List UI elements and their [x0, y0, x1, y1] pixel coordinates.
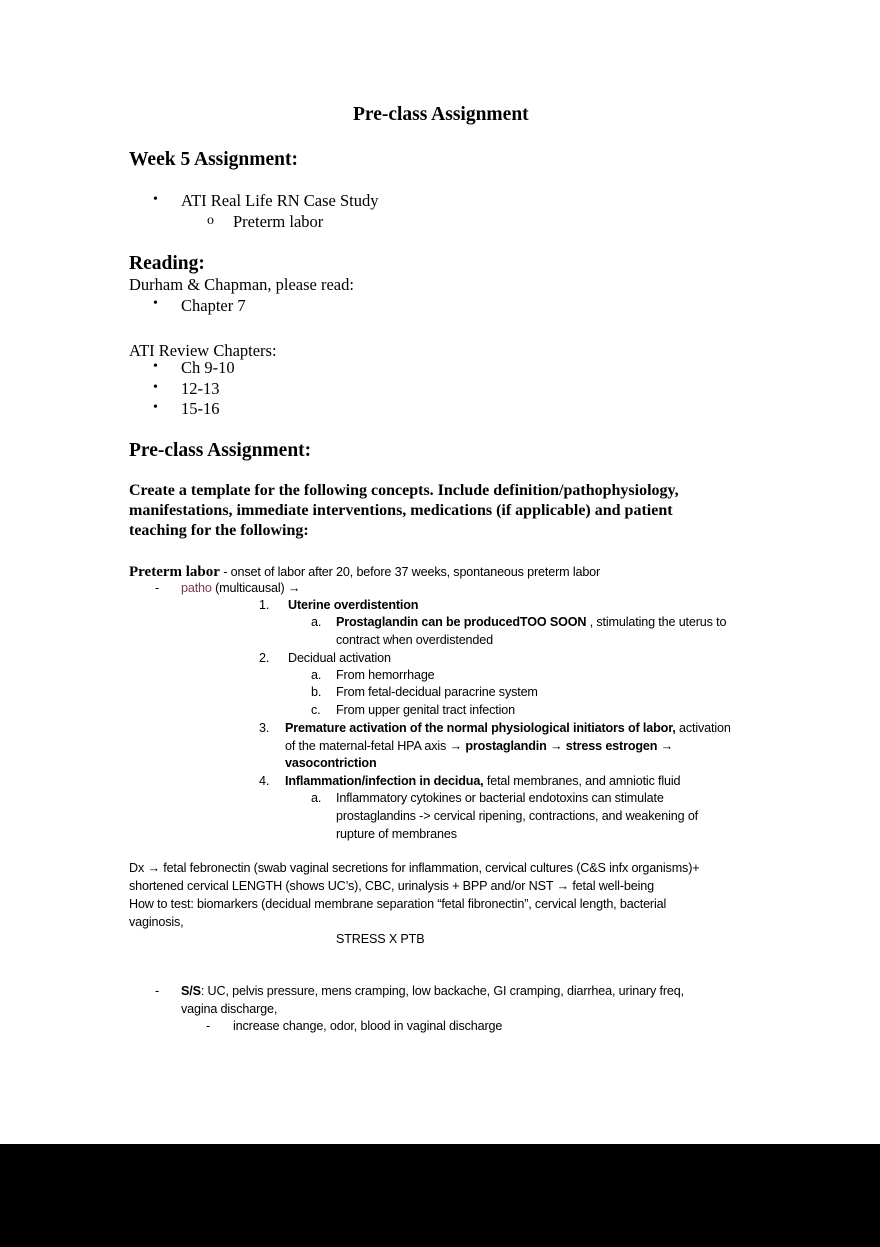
cause-1a-bold: Prostaglandin can be producedTOO SOON [336, 615, 587, 629]
ati-item: Ch 9-10 [181, 358, 235, 377]
ati-item: 15-16 [181, 399, 220, 418]
bullet-icon: • [153, 380, 158, 395]
instructions-line: manifestations, immediate interventions, medications (if applicable) and patient [129, 502, 673, 519]
cause-4-bold: Inflammation/infection in decidua, [285, 774, 484, 788]
instructions-line: Create a template for the following concepts. Include definition/pathophysiology, [129, 482, 679, 499]
patho-line [181, 581, 300, 595]
ati-intro: ATI Review Chapters: [129, 341, 277, 360]
bullet-icon: • [153, 400, 158, 415]
bullet-icon: • [153, 359, 158, 374]
list-number: 3. [259, 721, 270, 735]
preterm-definition [129, 563, 600, 581]
dx-line: vaginosis, [129, 915, 184, 929]
cause-2c: From upper genital tract infection [336, 703, 515, 717]
list-number: 4. [259, 774, 270, 788]
list-letter: a. [311, 791, 322, 805]
cause-3-line2 [285, 739, 673, 753]
cause-4 [285, 774, 680, 788]
reading-heading: Reading: [129, 253, 205, 274]
dx-line: Dx → fetal febronectin (swab vaginal secretions for inflammation, cervical cultures (C&S infx organisms)+ [129, 861, 700, 875]
week-item: ATI Real Life RN Case Study [181, 191, 379, 210]
preterm-def-text: - onset of labor after 20, before 37 weeks, spontaneous preterm labor [219, 565, 601, 579]
preterm-term: Preterm labor [129, 564, 220, 580]
reading-item: Chapter 7 [181, 296, 246, 315]
cause-2b: From fetal-decidual paracrine system [336, 685, 538, 699]
reading-intro: Durham & Chapman, please read: [129, 275, 354, 294]
cause-1a-line2: contract when overdistended [336, 633, 493, 647]
cause-2a: From hemorrhage [336, 668, 435, 682]
ss-line1-rest: : UC, pelvis pressure, mens cramping, low backache, GI cramping, diarrhea, urinary freq, [200, 984, 684, 998]
cause-4a-line2: prostaglandins -> cervical ripening, contractions, and weakening of [336, 809, 699, 823]
cause-3 [285, 721, 731, 735]
black-footer-band [0, 1144, 880, 1247]
cause-1a [336, 615, 726, 629]
cause-2: Decidual activation [288, 651, 391, 665]
ss-subitem: increase change, odor, blood in vaginal discharge [233, 1019, 503, 1033]
patho-label: patho [181, 581, 212, 595]
list-number: 2. [259, 651, 270, 665]
ati-item: 12-13 [181, 379, 220, 398]
patho-rest: (multicausal) → [211, 581, 301, 595]
cause-1: Uterine overdistention [288, 598, 419, 612]
list-letter: a. [311, 615, 322, 629]
dash-bullet: - [155, 581, 160, 595]
ss-line2: vagina discharge, [181, 1002, 278, 1016]
dash-bullet: - [155, 984, 160, 998]
list-letter: b. [311, 685, 322, 699]
list-letter: c. [311, 703, 321, 717]
cause-3-bold: Premature activation of the normal physiological initiators of labor, [285, 721, 676, 735]
circle-bullet-icon: o [207, 213, 214, 228]
stress-ptb: STRESS X PTB [336, 932, 425, 946]
dx-line: shortened cervical LENGTH (shows UC’s), CBC, urinalysis + BPP and/or NST → fetal well-being [129, 879, 654, 893]
cause-3-line2-plain: of the maternal-fetal HPA axis → [285, 739, 466, 753]
cause-1a-rest: , stimulating the uterus to [586, 615, 727, 629]
dash-bullet: - [206, 1019, 211, 1033]
page-title: Pre-class Assignment [353, 104, 529, 125]
cause-3-line3: vasocontriction [285, 756, 377, 770]
list-letter: a. [311, 668, 322, 682]
list-number: 1. [259, 598, 270, 612]
cause-3-line2-bold: prostaglandin → stress estrogen → [465, 739, 674, 753]
bullet-icon: • [153, 296, 158, 311]
bullet-icon: • [153, 192, 158, 207]
instructions-line: teaching for the following: [129, 522, 309, 539]
cause-4a-line1: Inflammatory cytokines or bacterial endotoxins can stimulate [336, 791, 664, 805]
ss-line1 [181, 984, 684, 998]
preclass-heading: Pre-class Assignment: [129, 440, 312, 461]
ss-label: S/S [181, 984, 201, 998]
cause-4a-line3: rupture of membranes [336, 827, 457, 841]
cause-3-rest: activation [675, 721, 731, 735]
week-subitem: Preterm labor [233, 212, 324, 231]
cause-4-rest: fetal membranes, and amniotic fluid [483, 774, 681, 788]
week-heading: Week 5 Assignment: [129, 149, 299, 170]
dx-line: How to test: biomarkers (decidual membrane separation “fetal fibronectin”, cervical length, bacterial [129, 897, 667, 911]
